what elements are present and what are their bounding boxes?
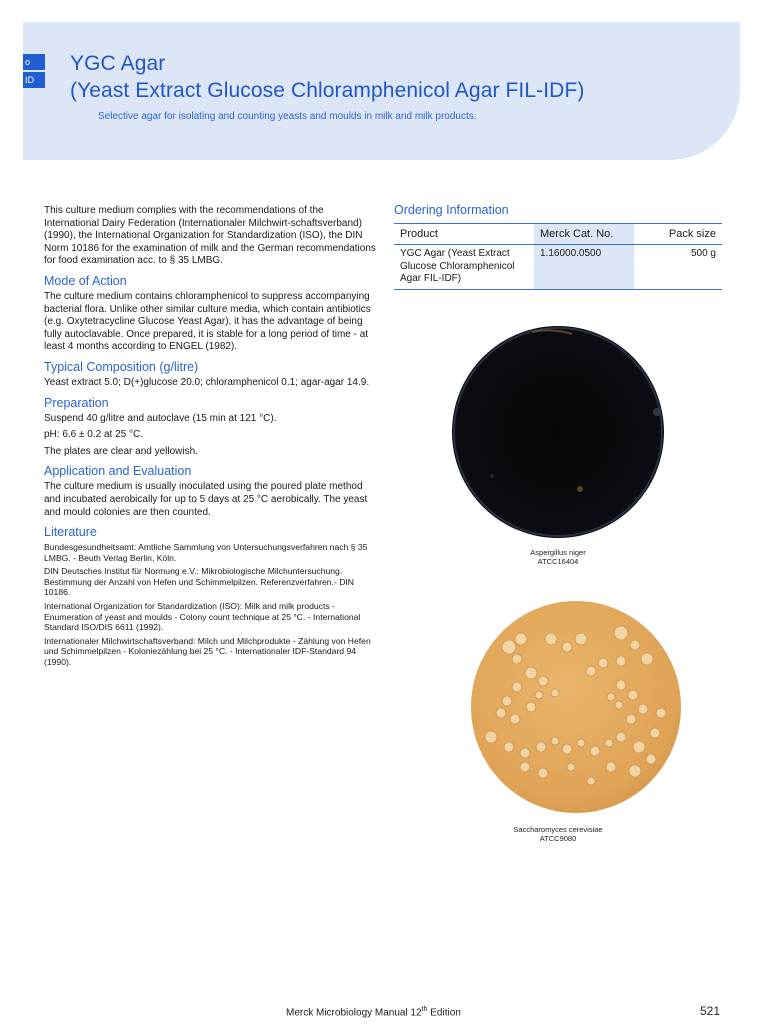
footer-text-end: Edition [427, 1007, 461, 1019]
saccharomyces-plate-svg [471, 601, 681, 813]
preparation-line-3: The plates are clear and yellowish. [44, 445, 198, 457]
literature-ref: Internationaler Milchwirtschaftsverband: Milch und Milchprodukte - Zählung von Hefen und Schimmelpilzen - Koloniezählung bei 25 °C. - Internationaler IDF-Standard 94 (1990). [44, 635, 371, 668]
footer-manual-title [286, 1006, 461, 1018]
mode-of-action-text: The culture medium contains chloramphenicol to suppress accompanying bacterial flora. Unlike other similar culture media, which contain antibiotics (e.g. Oxytetracycline Glucose Yeast Agar), it has the advantage of being fully autoclavable. Once prepared, it is stable for a long period of time - at least 4 months according to ENGEL (1982). [44, 290, 371, 353]
composition-text: Yeast extract 5.0; D(+)glucose 20.0; chloramphenicol 0.1; agar-agar 14.9. [44, 376, 370, 388]
fig2-caption-strain: ATCC9080 [539, 834, 577, 843]
page-title [70, 50, 584, 104]
footer-text-main: Merck Microbiology Manual 12 [286, 1007, 422, 1019]
aspergillus-plate-svg [452, 326, 664, 538]
left-column [44, 205, 380, 671]
fig1-caption [500, 548, 616, 566]
literature-ref: Bundesgesundheitsamt: Amtliche Sammlung von Untersuchungsverfahren nach § 35 LMBG. - Beuth Verlag Berlin, Köln. [44, 542, 368, 563]
ordering-table [394, 223, 722, 290]
composition-heading: Typical Composition (g/litre) [44, 359, 199, 374]
col-cat-no: Merck Cat. No. [534, 224, 634, 245]
page-subtitle: Selective agar for isolating and counting yeasts and moulds in milk and milk products. [98, 111, 477, 122]
preparation-line-1: Suspend 40 g/litre and autoclave (15 min at 121 °C). [44, 412, 277, 424]
cell-cat-no: 1.16000.0500 [534, 245, 634, 290]
fig1-caption-strain: ATCC16404 [537, 557, 579, 566]
literature-ref: DIN Deutsches Institut für Normung e.V.: Mikrobiologische Milchuntersuchung. Bestimmung der Anzahl von Hefen und Schimmelpilzen. Referenzverfahren.- DIN 10186. [44, 566, 354, 598]
page-number: 521 [700, 1004, 721, 1018]
col-pack-size: Pack size [634, 224, 722, 245]
literature-heading: Literature [44, 525, 97, 540]
mode-of-action-heading: Mode of Action [44, 273, 127, 288]
title-line-1: YGC Agar [70, 52, 166, 75]
footer-text-sup: th [421, 1006, 428, 1013]
tab-marker-bottom: ID [23, 72, 45, 88]
application-heading: Application and Evaluation [44, 464, 192, 479]
ordering-heading: Ordering Information [394, 203, 509, 217]
application-text: The culture medium is usually inoculated using the poured plate method and incubated aerobically for up to 5 days at 25 °C aerobically. The yeast and mould colonies are then counted. [44, 481, 368, 518]
preparation-heading: Preparation [44, 395, 109, 410]
fig2-caption [500, 825, 616, 843]
ordering-header-row [394, 224, 722, 245]
table-row [394, 245, 722, 290]
cell-product: YGC Agar (Yeast Extract Glucose Chloramphenicol Agar FIL-IDF) [394, 245, 534, 290]
aspergillus-plate-image [452, 326, 664, 538]
literature-ref: International Organization for Standardization (ISO): Milk and milk products - Enumeration of yeast and moulds - Colony count technique at 25 °C. - International Standard ISO/DIS 6611 (1992). [44, 601, 361, 633]
saccharomyces-plate-image [471, 601, 681, 813]
right-column [394, 203, 722, 290]
tab-marker-top: o [23, 54, 45, 70]
col-product: Product [394, 224, 534, 245]
preparation-line-2: pH: 6.6 ± 0.2 at 25 °C. [44, 429, 143, 441]
title-line-2: (Yeast Extract Glucose Chloramphenicol Agar FIL-IDF) [70, 79, 585, 102]
section-tab-marker [23, 54, 45, 88]
fig1-caption-species: Aspergillus niger [530, 548, 586, 557]
cell-pack-size: 500 g [634, 245, 722, 290]
literature-list [44, 542, 380, 668]
intro-paragraph: This culture medium complies with the recommendations of the International Dairy Federation (Internationaler Milchwirt-schaftsverband) (1990), the International Organization for Standardization (ISO), the DIN Norm 10186 for the examination of milk and the German recommendations for food examination acc. to § 35 LMBG. [44, 205, 376, 267]
fig2-caption-species: Saccharomyces cerevisiae [513, 825, 603, 834]
